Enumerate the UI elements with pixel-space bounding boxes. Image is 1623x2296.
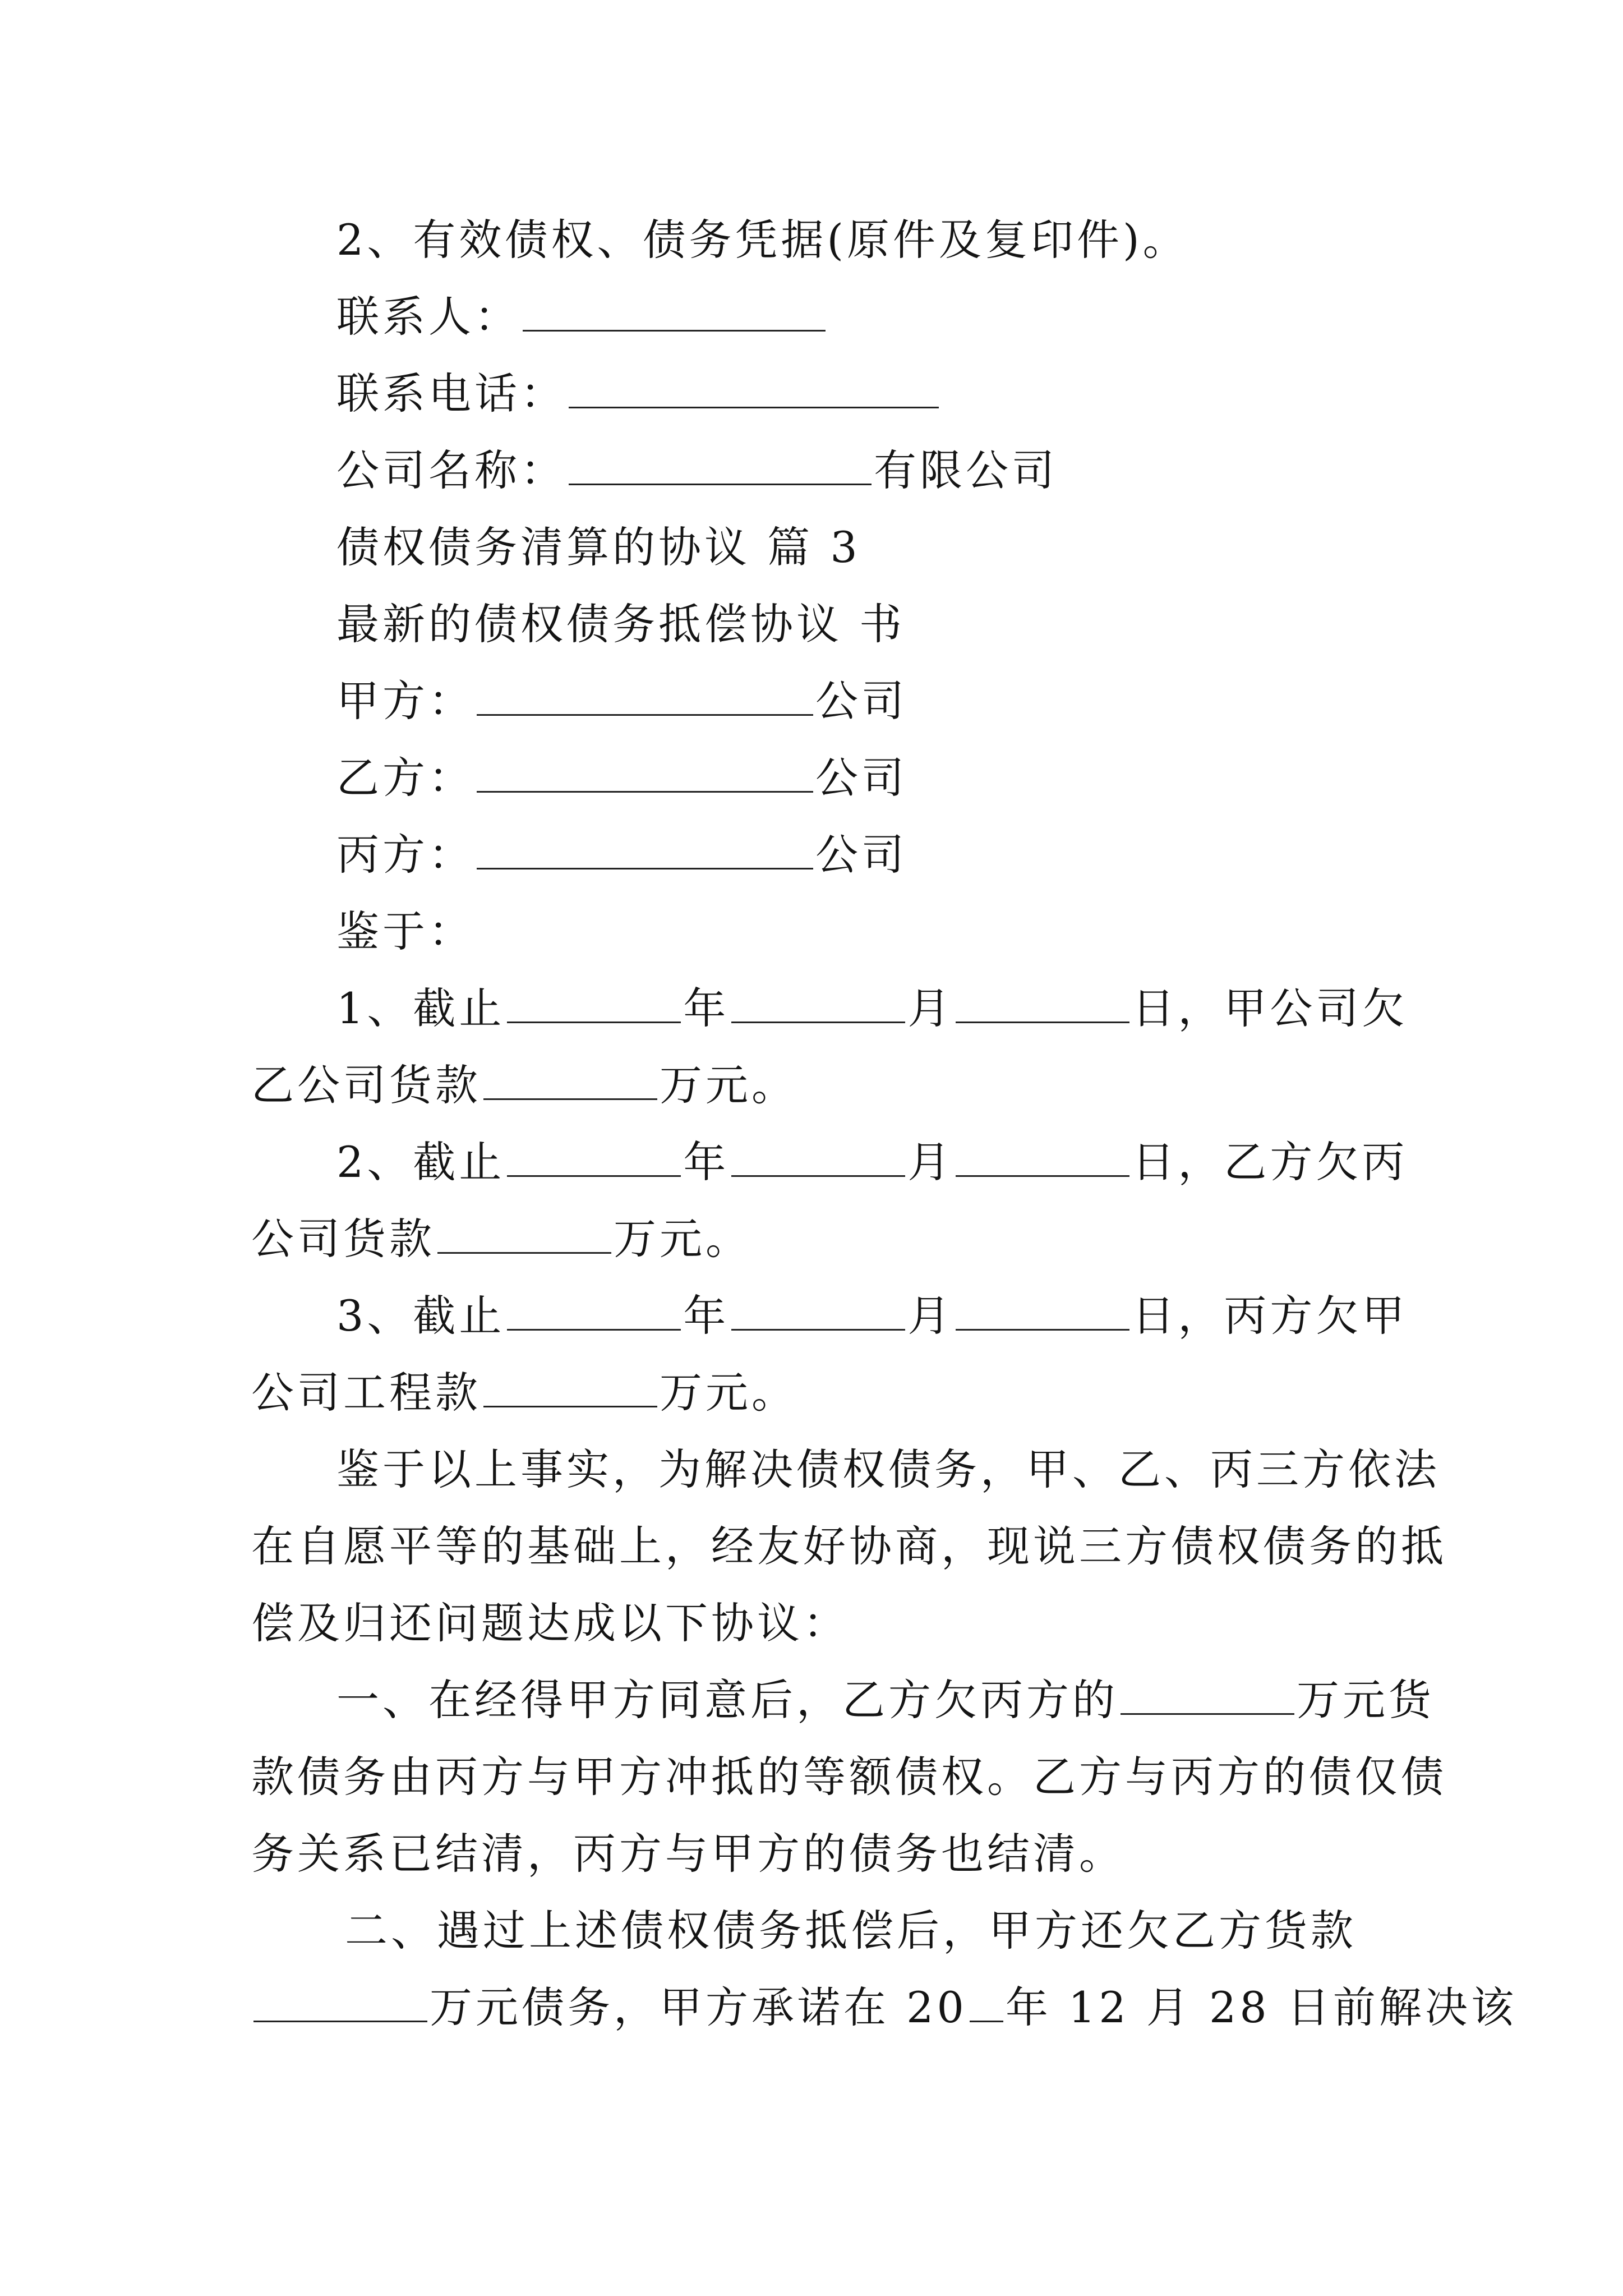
- text-line: 二、遇过上述债权债务抵偿后，甲方还欠乙方货款: [345, 1906, 1357, 1955]
- text-line: 鉴于以上事实，为解决债权债务，甲、乙、丙三方依法: [336, 1444, 1440, 1494]
- blank-field: [1121, 1674, 1294, 1715]
- blank-field: [483, 1366, 657, 1407]
- text-line: 万元债务，甲方承诺在 20 年 12 月 28 日前解决该: [251, 1980, 1517, 2036]
- blank-field: [731, 982, 905, 1023]
- blank-field: [507, 1290, 681, 1331]
- text-line: 鉴于：: [336, 907, 474, 956]
- blank-field: [569, 367, 939, 408]
- party-b-line: 乙方： 公司: [336, 753, 907, 803]
- blank-field: [507, 1136, 681, 1177]
- company-name-line: 公司名称： 有限公司: [336, 445, 1058, 495]
- blank-field: [523, 291, 826, 332]
- text-line: 一、在经得甲方同意后，乙方欠丙方的 万元货: [336, 1675, 1435, 1725]
- text-line: 2、有效债权、债务凭据(原件及复印件)。: [336, 215, 1189, 265]
- text-line: 务关系已结清，丙方与甲方的债务也结清。: [251, 1829, 1125, 1879]
- text-line: 偿及归还问题达成以下协议：: [251, 1598, 849, 1648]
- text-line: 公司货款 万元。: [251, 1214, 751, 1264]
- blank-field: [731, 1290, 905, 1331]
- blank-field: [477, 752, 813, 793]
- blank-field: [569, 444, 872, 485]
- blank-field: [956, 1290, 1129, 1331]
- blank-field: [507, 982, 681, 1023]
- text-line: 款债务由丙方与甲方冲抵的等额债权。乙方与丙方的债仅债: [251, 1752, 1447, 1802]
- blank-field: [483, 1059, 657, 1100]
- text-line: 3、截止 年 月 日，丙方欠甲: [336, 1291, 1408, 1341]
- section-heading: 债权债务清算的协议 篇 3: [336, 522, 861, 572]
- text-line: 公司工程款 万元。: [251, 1368, 797, 1418]
- blank-field: [731, 1136, 905, 1177]
- contact-person-line: 联系人：: [336, 289, 828, 345]
- contact-phone-line: 联系电话：: [336, 366, 941, 422]
- blank-field: [477, 675, 813, 716]
- blank-field: [477, 829, 813, 869]
- blank-field: [956, 1136, 1129, 1177]
- text-line: 2、截止 年 月 日，乙方欠丙: [336, 1137, 1408, 1187]
- blank-field: [437, 1213, 611, 1254]
- text-line: 在自愿平等的基础上，经友好协商，现说三方债权债务的抵: [251, 1521, 1447, 1571]
- text-line: 乙公司货款 万元。: [251, 1060, 797, 1110]
- blank-field: [970, 1981, 1003, 2022]
- party-a-line: 甲方： 公司: [336, 676, 907, 726]
- blank-field: [253, 1981, 427, 2022]
- text-line: 1、截止 年 月 日，甲公司欠: [336, 983, 1408, 1033]
- document-title: 最新的债权债务抵偿协议 书: [336, 599, 906, 649]
- party-c-line: 丙方： 公司: [336, 830, 907, 880]
- blank-field: [956, 982, 1129, 1023]
